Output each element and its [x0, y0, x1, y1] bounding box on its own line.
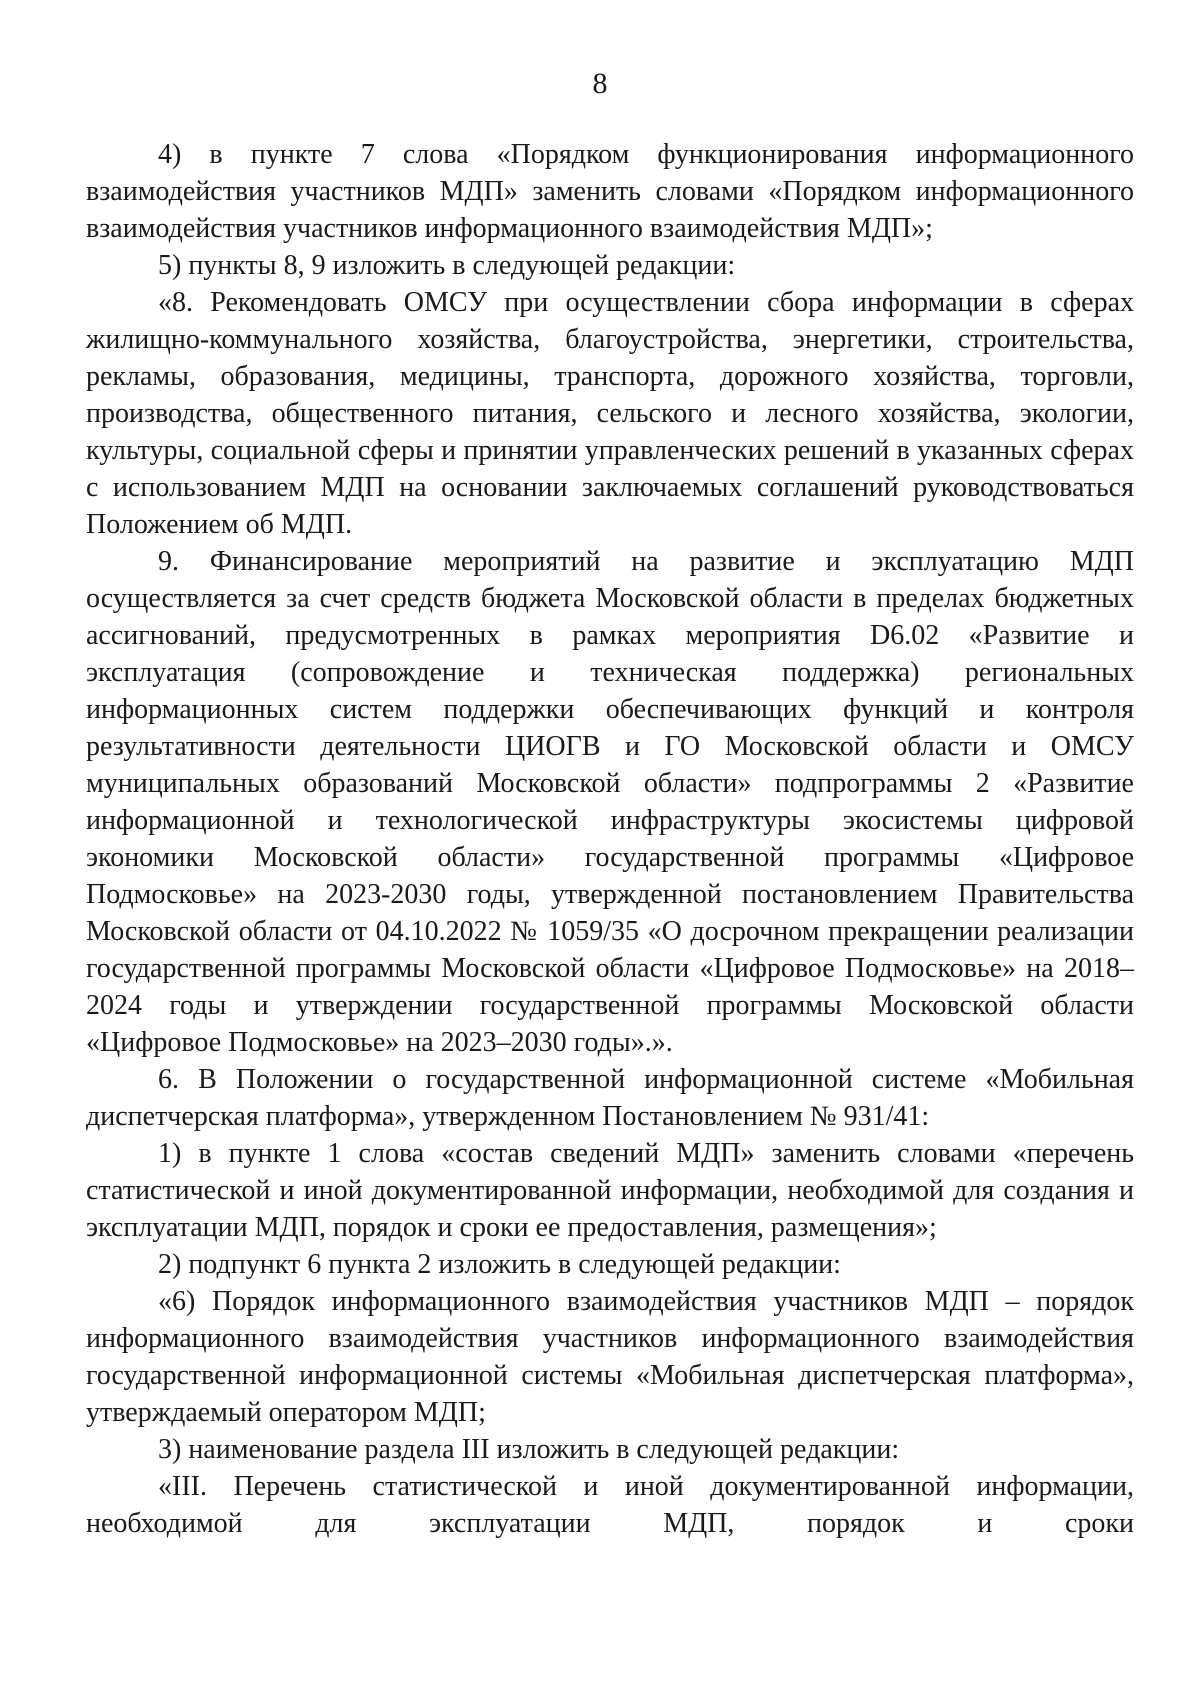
paragraph-item-5: 5) пункты 8, 9 изложить в следующей редакции:	[158, 250, 736, 281]
paragraph-point-8: «8. Рекомендовать ОМСУ при осуществлении сбора информации в сферах жилищно-коммунального хозяйства, благоустройства, энергетики, строительства, рекламы, образования, медицины, транспорта, дорожного хозяйства, торговли, производства, общественного питания, сельского и лесного хозяйства, экологии, культуры, социальной сферы и принятии управленческих решений в указанных сферах с использованием МДП на основании заключаемых соглашений руководствоваться Положением об МДП.	[86, 287, 1134, 540]
paragraph-subitem-6: «6) Порядок информационного взаимодействия участников МДП – порядок информационного взаимодействия участников информационного взаимодействия государственной информационной системы «Мобильная диспетчерская платформа», утверждаемый оператором МДП;	[86, 1286, 1134, 1428]
paragraph-section-6: 6. В Положении о государственной информационной системе «Мобильная диспетчерская платформа», утвержденном Постановлением № 931/41:	[86, 1064, 1134, 1132]
paragraph-item-4: 4) в пункте 7 слова «Порядком функционирования информационного взаимодействия участников МДП» заменить словами «Порядком информационного взаимодействия участников информационного взаимодействия МДП»;	[86, 139, 1134, 244]
paragraph-item-1: 1) в пункте 1 слова «состав сведений МДП» заменить словами «перечень статистической и иной документированной информации, необходимой для создания и эксплуатации МДП, порядок и сроки ее предоставления, размещения»;	[86, 1138, 1134, 1243]
page-number: 8	[592, 67, 608, 100]
paragraph-section-iii-heading: «III. Перечень статистической и иной документированной информации, необходимой для эксплуатации МДП, порядок и сроки	[86, 1471, 1134, 1539]
document-body	[86, 136, 1134, 1542]
paragraph-item-2: 2) подпункт 6 пункта 2 изложить в следующей редакции:	[158, 1249, 841, 1280]
paragraph-item-3: 3) наименование раздела III изложить в следующей редакции:	[158, 1434, 900, 1465]
paragraph-point-9: 9. Финансирование мероприятий на развитие и эксплуатацию МДП осуществляется за счет средств бюджета Московской области в пределах бюджетных ассигнований, предусмотренных в рамках мероприятия D6.02 «Развитие и эксплуатация (сопровождение и техническая поддержка) региональных информационных систем поддержки обеспечивающих функций и контроля результативности деятельности ЦИОГВ и ГО Московской области и ОМСУ муниципальных образований Московской области» подпрограммы 2 «Развитие информационной и технологической инфраструктуры экосистемы цифровой экономики Московской области» государственной программы «Цифровое Подмосковье» на 2023-2030 годы, утвержденной постановлением Правительства Московской области от 04.10.2022 № 1059/35 «О досрочном прекращении реализации государственной программы Московской области «Цифровое Подмосковье» на 2018–2024 годы и утверждении государственной программы Московской области «Цифровое Подмосковье» на 2023–2030 годы».».	[86, 546, 1134, 1058]
